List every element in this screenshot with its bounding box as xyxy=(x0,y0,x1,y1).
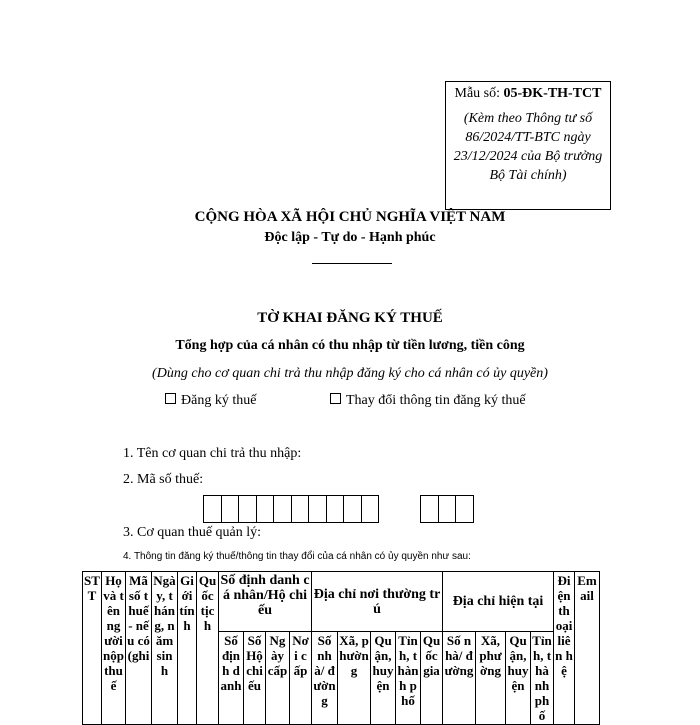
col-date-of-birth: Ngày, tháng, năm sinh xyxy=(152,572,178,725)
register-option-label: Đăng ký thuế xyxy=(181,393,257,408)
col-group-permanent-address: Địa chỉ nơi thường trú xyxy=(312,572,443,632)
col-curr-ward: Xã, phường xyxy=(476,632,506,725)
register-option[interactable] xyxy=(165,393,256,409)
col-stt: STT xyxy=(83,572,102,725)
tax-code-label: 2. Mã số thuế: xyxy=(123,472,204,487)
tax-office-label: 3. Cơ quan thuế quản lý: xyxy=(123,525,262,540)
document-subtitle: Tổng hợp của cá nhân có thu nhập từ tiền lương, tiền công xyxy=(175,338,525,353)
col-perm-house: Số nhà/ đường xyxy=(312,632,338,725)
col-phone: Điện thoại liên hệ xyxy=(554,572,575,725)
col-nationality: Quốc tịch xyxy=(197,572,219,725)
col-email: Email xyxy=(575,572,600,725)
col-passport-number: Số Hộ chiếu xyxy=(244,632,266,725)
col-taxpayer-name: Họ và tên người nộp thuế xyxy=(102,572,126,725)
change-info-option-label: Thay đổi thông tin đăng ký thuế xyxy=(346,393,526,408)
col-group-identity: Số định danh cá nhân/Hộ chiếu xyxy=(219,572,312,632)
form-legal-note: (Kèm theo Thông tư số 86/2024/TT-BTC ngày 23/12/2024 của Bộ trưởng Bộ Tài chính) xyxy=(453,111,603,183)
national-motto: Độc lập - Tự do - Hạnh phúc xyxy=(264,230,436,245)
col-tax-id: Mã số thuế - nếu có (ghi xyxy=(126,572,152,725)
document-title: TỜ KHAI ĐĂNG KÝ THUẾ xyxy=(257,310,443,326)
col-perm-country: Quốc gia xyxy=(421,632,443,725)
header-divider xyxy=(312,263,392,264)
registration-table xyxy=(82,571,600,725)
form-code: 05-ĐK-TH-TCT xyxy=(503,86,602,101)
col-perm-province: Tỉnh, thành phố xyxy=(396,632,421,725)
national-title: CỘNG HÒA XÃ HỘI CHỦ NGHĨA VIỆT NAM xyxy=(194,209,506,225)
register-checkbox[interactable] xyxy=(165,393,176,404)
col-issue-date: Ngày cấp xyxy=(266,632,290,725)
change-info-checkbox[interactable] xyxy=(330,393,341,404)
col-issue-place: Nơi cấp xyxy=(290,632,312,725)
form-code-box xyxy=(445,81,611,210)
col-curr-district: Quận, huyện xyxy=(506,632,531,725)
change-info-option[interactable] xyxy=(330,393,526,409)
info-intro-label: 4. Thông tin đăng ký thuế/thông tin thay đổi của cá nhân có ủy quyền như sau: xyxy=(123,551,471,562)
col-curr-house: Số nhà/ đường xyxy=(443,632,476,725)
col-perm-district: Quận, huyện xyxy=(371,632,396,725)
col-gender: Giới tính xyxy=(178,572,197,725)
col-perm-ward: Xã, phường xyxy=(338,632,371,725)
col-group-current-address: Địa chỉ hiện tại xyxy=(443,572,554,632)
tax-code-main-cells[interactable] xyxy=(204,495,379,523)
col-curr-province: Tỉnh, thành phố xyxy=(532,633,552,723)
col-id-number: Số định danh xyxy=(219,632,244,725)
document-usage-note: (Dùng cho cơ quan chi trả thu nhập đăng ký cho cá nhân có ủy quyền) xyxy=(152,366,548,381)
payer-name-label: 1. Tên cơ quan chi trả thu nhập: xyxy=(123,446,302,461)
form-code-label: Mẫu số: xyxy=(454,86,500,101)
tax-code-branch-cells[interactable] xyxy=(421,495,474,523)
